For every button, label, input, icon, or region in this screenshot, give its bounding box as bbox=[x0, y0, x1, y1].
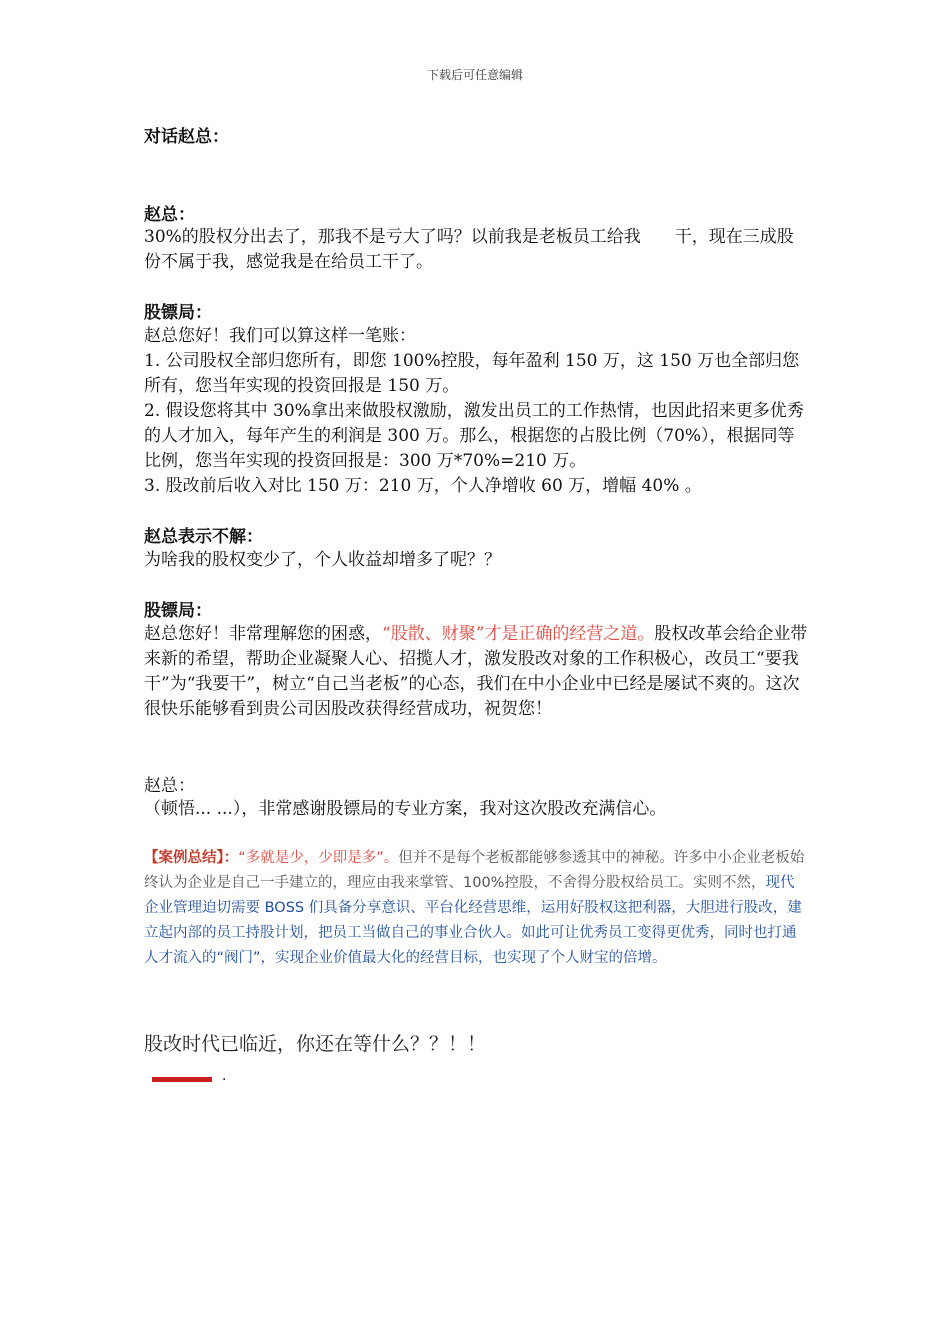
paragraph: 30%的股权分出去了，那我不是亏大了吗？以前我是老板员工给我 干，现在三成股份不属于我，感觉我是在给员工干了。 bbox=[144, 227, 794, 272]
summary-label: 【案例总结】： bbox=[144, 850, 239, 866]
paragraph: （顿悟... ...），非常感谢股镖局的专业方案，我对这次股改充满信心。 bbox=[144, 799, 667, 819]
page-header: 下载后可任意编辑 bbox=[426, 68, 523, 82]
speaker-label: 赵总表示不解： bbox=[144, 527, 263, 547]
paragraph: 赵总您好！我们可以算这样一笔账： bbox=[144, 326, 416, 346]
summary-quote: “多就是少，少即是多”。 bbox=[238, 850, 399, 866]
list-item: 2. 假设您将其中 30%拿出来做股权激励，激发出员工的工作热情，也因此招来更多优秀的人才加入，每年产生的利润是 300 万。那么，根据您的占股比例（70%），根据同等比例，您当年实现的投资回报是：300 万*70%=210 万。 bbox=[144, 401, 804, 471]
list-item: 1. 公司股权全部归您所有，即您 100%控股，每年盈利 150 万，这 150 万也全部归您所有，您当年实现的投资回报是 150 万。 bbox=[144, 351, 800, 396]
speaker-label: 股镖局： bbox=[144, 303, 212, 323]
case-summary bbox=[144, 846, 808, 971]
decorative-bar bbox=[152, 1077, 212, 1082]
paragraph-text: 赵总您好！非常理解您的困惑， bbox=[144, 624, 382, 644]
speaker-label: 股镖局： bbox=[144, 601, 212, 621]
paragraph bbox=[144, 622, 808, 722]
summary-highlight: 现代企业管理迫切需要 BOSS 们具备分享意识、平台化经营思维，运用好股权这把利器，大胆进行股改，建立起内部的员工持股计划，把员工当做自己的事业合伙人。如此可让优秀员工变得更优秀，同时也打通人才流入的“阀门”，实现企业价值最大化的经营目标，也实现了个人财宝的倍增。 bbox=[144, 875, 802, 966]
speaker-label: 赵总： bbox=[144, 205, 195, 225]
closing-line: 股改时代已临近，你还在等什么？？！！ bbox=[144, 1033, 487, 1055]
summary-text: 但并不是每个老板都能够参透其中的神秘。许多中小企业老板始终认为企业是自己一手建立的，理应由我来掌管、100%控股，不舍得分股权给员工。实则不然， bbox=[144, 850, 805, 891]
paragraph-text: 股权改革会给企业带来新的希望，帮助企业凝聚人心、招揽人才，激发股改对象的工作积极心，改员工“要我干”为“我要干”，树立“自己当老板”的心态，我们在中小企业中已经是屡试不爽的。这次很快乐能够看到贵公司因股改获得经营成功，祝贺您！ bbox=[144, 624, 808, 719]
list-item: 3. 股改前后收入对比 150 万：210 万，个人净增收 60 万，增幅 40% 。 bbox=[144, 476, 702, 496]
page-title: 对话赵总： bbox=[144, 127, 229, 147]
highlight-text: “股散、财聚”才是正确的经营之道。 bbox=[382, 624, 655, 644]
footer-dot: . bbox=[222, 1068, 227, 1084]
speaker-label: 赵总： bbox=[144, 776, 195, 796]
paragraph: 为啥我的股权变少了，个人收益却增多了呢？？ bbox=[144, 550, 501, 570]
